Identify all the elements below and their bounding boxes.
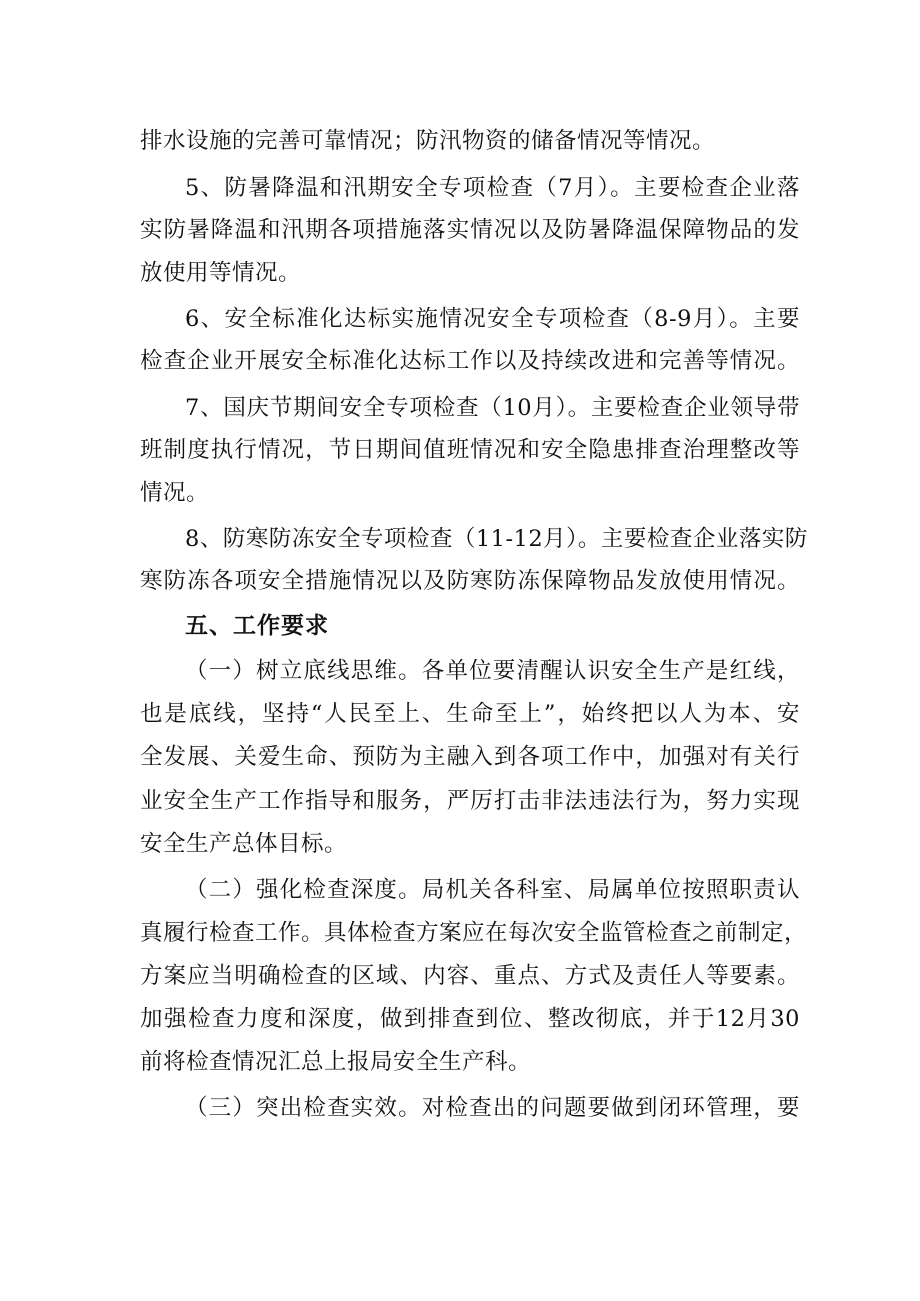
text-line: 加强检查力度和深度，做到排查到位、整改彻底，并于12月30 bbox=[140, 1006, 800, 1032]
text-line: 方案应当明确检查的区域、内容、重点、方式及责任人等要素。 bbox=[140, 963, 800, 989]
text-line: 班制度执行情况，节日期间值班情况和安全隐患排查治理整改等 bbox=[140, 437, 800, 463]
text-line: （一）树立底线思维。各单位要清醒认识安全生产是红线， bbox=[185, 658, 800, 684]
text-line: 5、防暑降温和汛期安全专项检查（7月）。主要检查企业落 bbox=[185, 175, 800, 201]
text-line: （二）强化检查深度。局机关各科室、局属单位按照职责认 bbox=[185, 877, 800, 903]
section-heading: 五、工作要求 bbox=[185, 613, 329, 639]
text-line: 实防暑降温和汛期各项措施落实情况以及防暑降温保障物品的发 bbox=[140, 217, 800, 243]
text-line: 情况。 bbox=[140, 480, 210, 506]
text-line: 全发展、关爱生命、预防为主融入到各项工作中，加强对有关行 bbox=[140, 744, 800, 770]
text-line: 8、防寒防冻安全专项检查（11-12月）。主要检查企业落实防 bbox=[185, 526, 808, 552]
text-line: 放使用等情况。 bbox=[140, 260, 302, 286]
text-line: 排水设施的完善可靠情况；防汛物资的储备情况等情况。 bbox=[140, 128, 716, 154]
text-line: 7、国庆节期间安全专项检查（10月）。主要检查企业领导带 bbox=[185, 395, 800, 421]
text-line: （三）突出检查实效。对检查出的问题要做到闭环管理，要 bbox=[185, 1095, 800, 1121]
text-line: 安全生产总体目标。 bbox=[140, 831, 348, 857]
text-line: 6、安全标准化达标实施情况安全专项检查（8-9月）。主要 bbox=[185, 306, 800, 332]
text-line: 检查企业开展安全标准化达标工作以及持续改进和完善等情况。 bbox=[140, 348, 800, 374]
text-line: 也是底线，坚持“人民至上、生命至上”，始终把以人为本、安 bbox=[140, 701, 800, 727]
text-line: 业安全生产工作指导和服务，严厉打击非法违法行为，努力实现 bbox=[140, 788, 800, 814]
text-line: 真履行检查工作。具体检查方案应在每次安全监管检查之前制定， bbox=[140, 920, 808, 946]
text-line: 前将检查情况汇总上报局安全生产科。 bbox=[140, 1049, 532, 1075]
text-line: 寒防冻各项安全措施情况以及防寒防冻保障物品发放使用情况。 bbox=[140, 568, 800, 594]
